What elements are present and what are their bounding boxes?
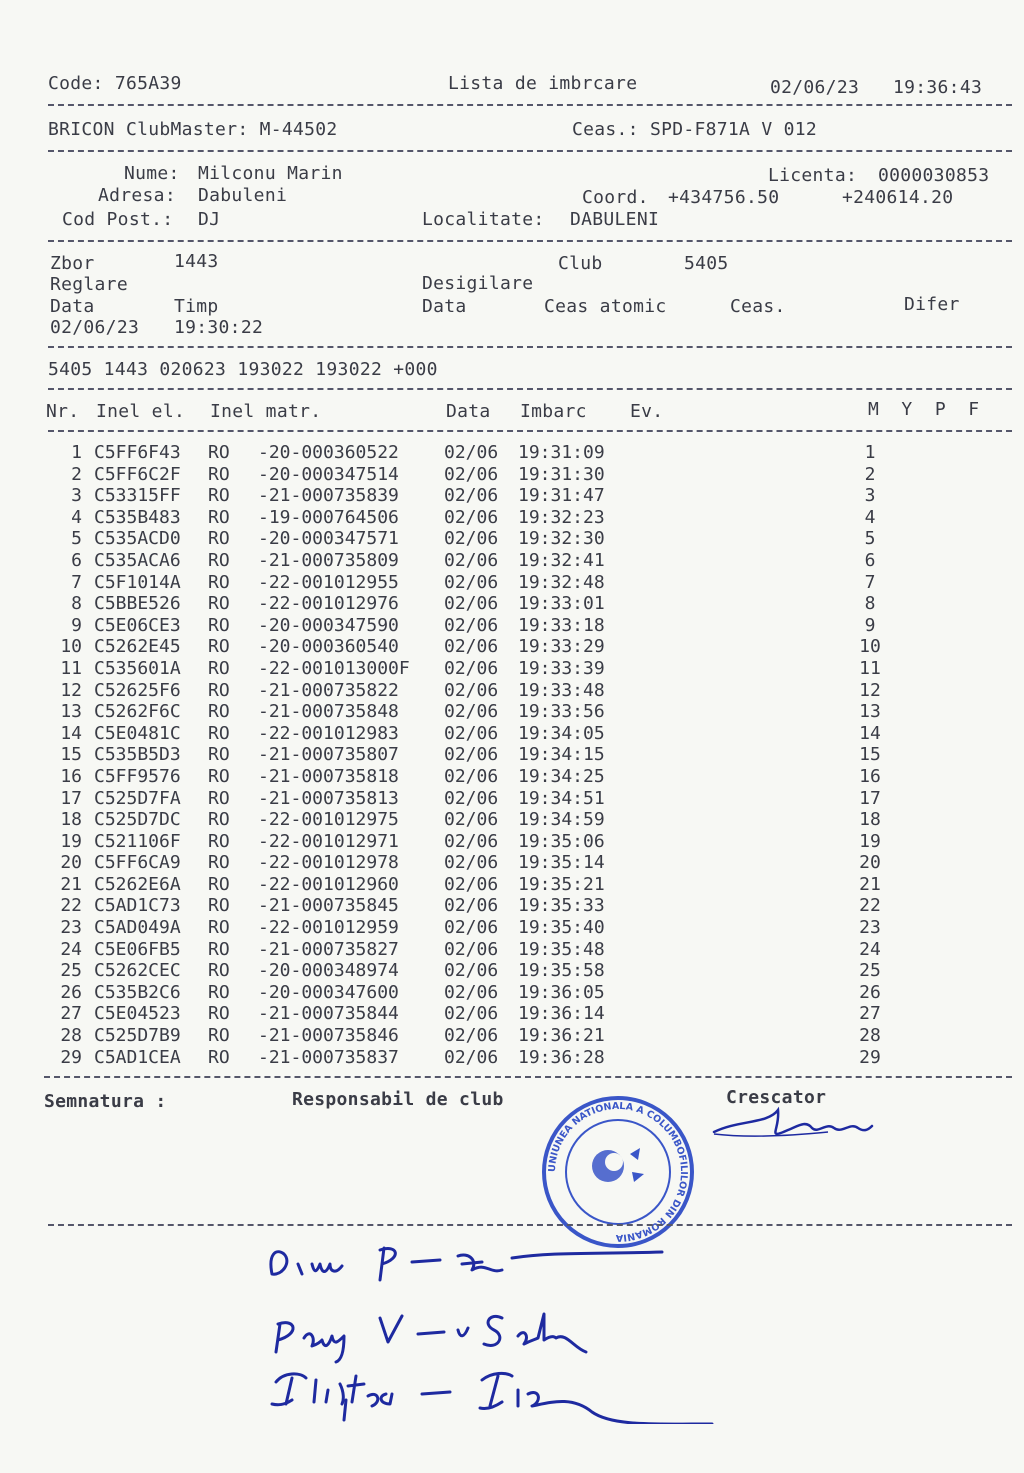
row-number: 8 xyxy=(71,593,82,615)
row-number: 23 xyxy=(60,917,82,939)
row-m-value: 16 xyxy=(859,765,881,787)
row-number: 18 xyxy=(60,809,82,831)
owner-name: Milconu Marin xyxy=(198,163,343,184)
country-code: RO xyxy=(208,1025,230,1047)
country-code: RO xyxy=(208,809,230,831)
table-row xyxy=(52,485,952,507)
table-row xyxy=(52,831,952,853)
divider xyxy=(48,388,1012,390)
row-m-value: 10 xyxy=(859,636,881,658)
registration-ring: -21-000735813 xyxy=(258,787,399,809)
row-m-value: 27 xyxy=(859,1003,881,1025)
row-number: 2 xyxy=(71,463,82,485)
row-number: 19 xyxy=(60,830,82,852)
electronic-ring: C5FF6C2F xyxy=(94,463,181,485)
registration-ring: -22-001012976 xyxy=(258,593,399,615)
postcode: DJ xyxy=(198,209,221,230)
row-m-value: 15 xyxy=(859,744,881,766)
registration-ring: -22-001013000F xyxy=(258,657,410,679)
boarding-time: 19:34:15 xyxy=(518,744,605,766)
row-number: 1 xyxy=(71,442,82,463)
print-time: 19:36:43 xyxy=(893,77,983,98)
boarding-date: 02/06 xyxy=(444,895,499,917)
registration-ring: -21-000735845 xyxy=(258,895,399,917)
country-code: RO xyxy=(208,787,230,809)
registration-ring: -20-000348974 xyxy=(258,960,399,982)
boarding-date: 02/06 xyxy=(444,657,499,679)
electronic-ring: C535ACA6 xyxy=(94,549,181,571)
registration-ring: -22-001012959 xyxy=(258,917,399,939)
row-m-value: 20 xyxy=(859,852,881,874)
country-code: RO xyxy=(208,571,230,593)
row-number: 13 xyxy=(60,701,82,723)
table-row xyxy=(52,960,952,982)
table-row xyxy=(52,1047,952,1069)
electronic-ring: C525D7FA xyxy=(94,787,181,809)
boarding-date: 02/06 xyxy=(444,463,499,485)
boarding-date: 02/06 xyxy=(444,938,499,960)
electronic-ring: C5262CEC xyxy=(94,960,181,982)
registration-ring: -21-000735848 xyxy=(258,701,399,723)
divider xyxy=(48,150,1012,152)
boarding-time: 19:33:18 xyxy=(518,614,605,636)
country-code: RO xyxy=(208,981,230,1003)
registration-ring: -21-000735839 xyxy=(258,485,399,507)
row-m-value: 14 xyxy=(859,722,881,744)
electronic-ring: C5AD049A xyxy=(94,917,181,939)
boarding-date: 02/06 xyxy=(444,1046,499,1068)
row-m-value: 8 xyxy=(864,593,876,615)
boarding-date: 02/06 xyxy=(444,593,499,615)
address-label: Adresa: xyxy=(98,185,176,206)
registration-ring: -21-000735844 xyxy=(258,1003,399,1025)
registration-ring: -20-000347571 xyxy=(258,528,399,550)
boarding-date: 02/06 xyxy=(444,528,499,550)
name-label: Nume: xyxy=(124,163,180,184)
row-m-value: 2 xyxy=(864,463,876,485)
table-row xyxy=(52,636,952,658)
boarding-time: 19:32:48 xyxy=(518,571,605,593)
electronic-ring: C5E0481C xyxy=(94,722,181,744)
table-row xyxy=(52,766,952,788)
table-row xyxy=(52,593,952,615)
country-code: RO xyxy=(208,830,230,852)
boarding-time: 19:34:05 xyxy=(518,722,605,744)
boarding-time: 19:33:01 xyxy=(518,593,605,615)
country-code: RO xyxy=(208,873,230,895)
zbor-number: 1443 xyxy=(174,251,219,272)
table-row xyxy=(52,744,952,766)
boarding-date: 02/06 xyxy=(444,830,499,852)
coord-lon: +240614.20 xyxy=(842,187,954,208)
electronic-ring: C5E06CE3 xyxy=(94,614,181,636)
table-row xyxy=(52,917,952,939)
country-code: RO xyxy=(208,549,230,571)
row-number: 9 xyxy=(71,614,82,636)
country-code: RO xyxy=(208,1046,230,1068)
row-m-value: 1 xyxy=(864,442,876,463)
boarding-time: 19:33:39 xyxy=(518,657,605,679)
registration-ring: -21-000735818 xyxy=(258,765,399,787)
row-number: 11 xyxy=(60,657,82,679)
license-number: 0000030853 xyxy=(878,165,990,186)
electronic-ring: C535B2C6 xyxy=(94,981,181,1003)
reglare-date: 02/06/23 xyxy=(50,317,140,338)
print-date: 02/06/23 xyxy=(770,77,860,98)
boarding-date: 02/06 xyxy=(444,701,499,723)
country-code: RO xyxy=(208,636,230,658)
registration-ring: -20-000360522 xyxy=(258,442,399,463)
electronic-ring: C5FF6F43 xyxy=(94,442,181,463)
ceas-atomic-label: Ceas atomic xyxy=(544,296,667,317)
boarding-date: 02/06 xyxy=(444,765,499,787)
registration-ring: -20-000360540 xyxy=(258,636,399,658)
club-stamp xyxy=(538,1092,698,1252)
data2-label: Data xyxy=(422,296,467,317)
row-m-value: 24 xyxy=(859,938,881,960)
row-m-value: 13 xyxy=(859,701,881,723)
timp-label: Timp xyxy=(174,296,219,317)
electronic-ring: C5E06FB5 xyxy=(94,938,181,960)
boarding-time: 19:34:51 xyxy=(518,787,605,809)
boarding-date: 02/06 xyxy=(444,787,499,809)
row-number: 15 xyxy=(60,744,82,766)
boarding-time: 19:36:21 xyxy=(518,1025,605,1047)
boarding-time: 19:32:23 xyxy=(518,506,605,528)
boarding-time: 19:32:30 xyxy=(518,528,605,550)
electronic-ring: C525D7B9 xyxy=(94,1025,181,1047)
boarding-time: 19:33:48 xyxy=(518,679,605,701)
boarding-date: 02/06 xyxy=(444,852,499,874)
registration-ring: -22-001012955 xyxy=(258,571,399,593)
coord-lat: +434756.50 xyxy=(668,187,780,208)
reglare-label: Reglare xyxy=(50,274,128,295)
boarding-date: 02/06 xyxy=(444,1025,499,1047)
device-id: BRICON ClubMaster: M-44502 xyxy=(48,119,338,140)
boarding-time: 19:31:30 xyxy=(518,463,605,485)
table-row xyxy=(52,442,952,464)
row-number: 25 xyxy=(60,960,82,982)
row-m-value: 11 xyxy=(859,657,881,679)
country-code: RO xyxy=(208,722,230,744)
boarding-time: 19:34:59 xyxy=(518,809,605,831)
col-nr: Nr. xyxy=(46,401,80,422)
row-m-value: 3 xyxy=(864,485,876,507)
electronic-ring: C525D7DC xyxy=(94,809,181,831)
table-row xyxy=(52,464,952,486)
registration-ring: -21-000735846 xyxy=(258,1025,399,1047)
club-responsible-label: Responsabil de club xyxy=(292,1089,504,1110)
table-row xyxy=(52,895,952,917)
divider xyxy=(48,430,1012,432)
boarding-table xyxy=(52,442,952,1068)
col-flags: M Y P F xyxy=(868,399,980,420)
registration-ring: -22-001012975 xyxy=(258,809,399,831)
row-number: 28 xyxy=(60,1025,82,1047)
row-number: 4 xyxy=(71,506,82,528)
table-row xyxy=(52,1025,952,1047)
signature-label: Semnatura : xyxy=(44,1091,167,1112)
row-m-value: 28 xyxy=(859,1025,881,1047)
summary-line: 5405 1443 020623 193022 193022 +000 xyxy=(48,359,438,380)
row-m-value: 6 xyxy=(864,549,876,571)
row-m-value: 19 xyxy=(859,830,881,852)
boarding-date: 02/06 xyxy=(444,1003,499,1025)
electronic-ring: C53315FF xyxy=(94,485,181,507)
locality-label: Localitate: xyxy=(422,209,545,230)
divider xyxy=(44,1076,1012,1078)
boarding-time: 19:33:29 xyxy=(518,636,605,658)
handwritten-signatures xyxy=(262,1234,722,1424)
boarding-time: 19:35:06 xyxy=(518,830,605,852)
boarding-time: 19:35:40 xyxy=(518,917,605,939)
country-code: RO xyxy=(208,744,230,766)
reglare-time: 19:30:22 xyxy=(174,317,264,338)
registration-ring: -19-000764506 xyxy=(258,506,399,528)
table-row xyxy=(52,788,952,810)
row-m-value: 17 xyxy=(859,787,881,809)
registration-ring: -21-000735827 xyxy=(258,938,399,960)
row-m-value: 9 xyxy=(864,614,876,636)
boarding-date: 02/06 xyxy=(444,960,499,982)
table-row xyxy=(52,1003,952,1025)
col-ev: Ev. xyxy=(630,401,664,422)
row-number: 5 xyxy=(71,528,82,550)
row-number: 3 xyxy=(71,485,82,507)
electronic-ring: C535601A xyxy=(94,657,181,679)
boarding-date: 02/06 xyxy=(444,981,499,1003)
difer-label: Difer xyxy=(904,294,960,315)
col-inel-el: Inel el. xyxy=(96,401,186,422)
boarding-time: 19:34:25 xyxy=(518,765,605,787)
country-code: RO xyxy=(208,442,230,463)
col-imbarc: Imbarc xyxy=(520,401,587,422)
row-number: 14 xyxy=(60,722,82,744)
ceas-label: Ceas. xyxy=(730,296,786,317)
country-code: RO xyxy=(208,463,230,485)
stamp-text: UNIUNEA NATIONALA A COLUMBOFILILOR DIN ROMANIA xyxy=(546,1100,690,1244)
boarding-date: 02/06 xyxy=(444,722,499,744)
divider xyxy=(48,104,1012,106)
row-number: 7 xyxy=(71,571,82,593)
electronic-ring: C535ACD0 xyxy=(94,528,181,550)
electronic-ring: C5262E45 xyxy=(94,636,181,658)
postcode-label: Cod Post.: xyxy=(62,209,174,230)
table-row xyxy=(52,658,952,680)
data-label: Data xyxy=(50,296,95,317)
boarding-time: 19:35:33 xyxy=(518,895,605,917)
row-number: 21 xyxy=(60,873,82,895)
electronic-ring: C535B483 xyxy=(94,506,181,528)
country-code: RO xyxy=(208,1003,230,1025)
table-row xyxy=(52,939,952,961)
code-label: Code: 765A39 xyxy=(48,73,182,94)
boarding-time: 19:35:58 xyxy=(518,960,605,982)
row-m-value: 26 xyxy=(859,981,881,1003)
divider xyxy=(48,346,1012,348)
electronic-ring: C5262F6C xyxy=(94,701,181,723)
row-m-value: 5 xyxy=(864,528,876,550)
electronic-ring: C521106F xyxy=(94,830,181,852)
country-code: RO xyxy=(208,485,230,507)
club-label: Club xyxy=(558,253,603,274)
table-row xyxy=(52,852,952,874)
boarding-time: 19:36:05 xyxy=(518,981,605,1003)
electronic-ring: C535B5D3 xyxy=(94,744,181,766)
boarding-time: 19:31:09 xyxy=(518,442,605,463)
table-row xyxy=(52,572,952,594)
row-number: 27 xyxy=(60,1003,82,1025)
country-code: RO xyxy=(208,895,230,917)
row-m-value: 4 xyxy=(864,506,876,528)
registration-ring: -20-000347590 xyxy=(258,614,399,636)
breeder-label: Crescator xyxy=(726,1087,827,1108)
row-m-value: 23 xyxy=(859,917,881,939)
electronic-ring: C5F1014A xyxy=(94,571,181,593)
country-code: RO xyxy=(208,506,230,528)
electronic-ring: C5262E6A xyxy=(94,873,181,895)
electronic-ring: C5BBE526 xyxy=(94,593,181,615)
col-inel-matr: Inel matr. xyxy=(210,401,322,422)
boarding-date: 02/06 xyxy=(444,636,499,658)
electronic-ring: C5FF9576 xyxy=(94,765,181,787)
license-label: Licenta: xyxy=(768,165,858,186)
coord-label: Coord. xyxy=(582,187,649,208)
country-code: RO xyxy=(208,614,230,636)
boarding-date: 02/06 xyxy=(444,614,499,636)
registration-ring: -20-000347600 xyxy=(258,981,399,1003)
boarding-date: 02/06 xyxy=(444,744,499,766)
country-code: RO xyxy=(208,657,230,679)
boarding-date: 02/06 xyxy=(444,571,499,593)
country-code: RO xyxy=(208,960,230,982)
row-number: 17 xyxy=(60,787,82,809)
boarding-date: 02/06 xyxy=(444,917,499,939)
boarding-date: 02/06 xyxy=(444,679,499,701)
row-number: 12 xyxy=(60,679,82,701)
table-row xyxy=(52,874,952,896)
boarding-time: 19:35:21 xyxy=(518,873,605,895)
country-code: RO xyxy=(208,701,230,723)
registration-ring: -20-000347514 xyxy=(258,463,399,485)
country-code: RO xyxy=(208,679,230,701)
table-row xyxy=(52,550,952,572)
table-row xyxy=(52,701,952,723)
electronic-ring: C5AD1C73 xyxy=(94,895,181,917)
electronic-ring: C5AD1CEA xyxy=(94,1046,181,1068)
boarding-time: 19:32:41 xyxy=(518,549,605,571)
owner-address: Dabuleni xyxy=(198,185,288,206)
divider xyxy=(48,240,1012,242)
document-title: Lista de imbrcare xyxy=(448,73,638,94)
boarding-time: 19:35:48 xyxy=(518,938,605,960)
row-m-value: 25 xyxy=(859,960,881,982)
country-code: RO xyxy=(208,938,230,960)
table-row xyxy=(52,809,952,831)
electronic-ring: C52625F6 xyxy=(94,679,181,701)
clock-id: Ceas.: SPD-F871A V 012 xyxy=(572,119,818,140)
table-row xyxy=(52,982,952,1004)
zbor-label: Zbor xyxy=(50,253,95,274)
row-number: 29 xyxy=(60,1046,82,1068)
desigilare-label: Desigilare xyxy=(422,273,534,294)
boarding-date: 02/06 xyxy=(444,873,499,895)
row-m-value: 21 xyxy=(859,873,881,895)
registration-ring: -22-001012971 xyxy=(258,830,399,852)
table-row xyxy=(52,528,952,550)
country-code: RO xyxy=(208,593,230,615)
country-code: RO xyxy=(208,917,230,939)
registration-ring: -22-001012960 xyxy=(258,873,399,895)
boarding-date: 02/06 xyxy=(444,506,499,528)
row-number: 6 xyxy=(71,549,82,571)
row-number: 26 xyxy=(60,981,82,1003)
electronic-ring: C5E04523 xyxy=(94,1003,181,1025)
boarding-date: 02/06 xyxy=(444,809,499,831)
divider xyxy=(48,1224,1012,1226)
country-code: RO xyxy=(208,528,230,550)
country-code: RO xyxy=(208,852,230,874)
col-data: Data xyxy=(446,401,491,422)
row-number: 10 xyxy=(60,636,82,658)
boarding-date: 02/06 xyxy=(444,485,499,507)
row-number: 22 xyxy=(60,895,82,917)
row-m-value: 12 xyxy=(859,679,881,701)
registration-ring: -21-000735807 xyxy=(258,744,399,766)
boarding-time: 19:31:47 xyxy=(518,485,605,507)
electronic-ring: C5FF6CA9 xyxy=(94,852,181,874)
table-row xyxy=(52,680,952,702)
row-m-value: 18 xyxy=(859,809,881,831)
boarding-date: 02/06 xyxy=(444,442,499,463)
boarding-date: 02/06 xyxy=(444,549,499,571)
boarding-time: 19:36:28 xyxy=(518,1046,605,1068)
row-m-value: 7 xyxy=(864,571,876,593)
registration-ring: -22-001012983 xyxy=(258,722,399,744)
locality: DABULENI xyxy=(570,209,660,230)
registration-ring: -21-000735822 xyxy=(258,679,399,701)
table-row xyxy=(52,615,952,637)
row-m-value: 22 xyxy=(859,895,881,917)
registration-ring: -21-000735809 xyxy=(258,549,399,571)
row-number: 24 xyxy=(60,938,82,960)
row-number: 20 xyxy=(60,852,82,874)
registration-ring: -22-001012978 xyxy=(258,852,399,874)
row-number: 16 xyxy=(60,765,82,787)
table-row xyxy=(52,507,952,529)
boarding-time: 19:35:14 xyxy=(518,852,605,874)
table-row xyxy=(52,723,952,745)
boarding-time: 19:36:14 xyxy=(518,1003,605,1025)
boarding-time: 19:33:56 xyxy=(518,701,605,723)
registration-ring: -21-000735837 xyxy=(258,1046,399,1068)
breeder-signature xyxy=(708,1100,878,1150)
country-code: RO xyxy=(208,765,230,787)
row-m-value: 29 xyxy=(859,1046,881,1068)
club-number: 5405 xyxy=(684,253,729,274)
